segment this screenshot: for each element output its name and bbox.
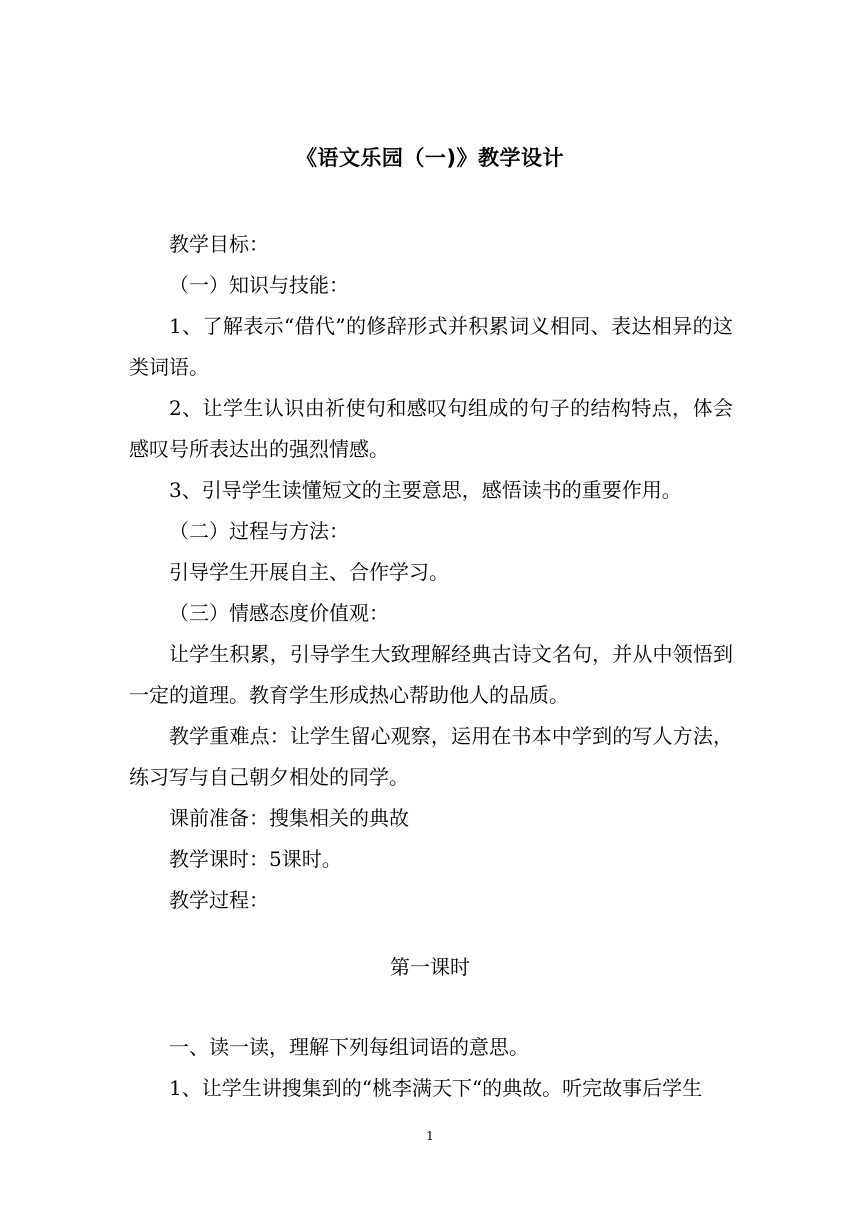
paragraph-process-methods: （二）过程与方法： (169, 519, 349, 543)
document-body (129, 224, 733, 921)
paragraph-goal-3: 3、引导学生读懂短文的主要意思，感悟读书的重要作用。 (169, 478, 682, 502)
paragraph-key-points: 教学重难点：让学生留心观察，运用在书本中学到的写人方法，练习写与自己朝夕相处的同学。 (129, 724, 733, 789)
paragraph-teaching-goals: 教学目标： (169, 232, 269, 256)
document-title: 《语文乐园（一)》教学设计 (295, 146, 565, 170)
paragraph-step-1: 一、读一读，理解下列每组词语的意思。 (169, 1035, 529, 1059)
paragraph-class-hours: 教学课时：5课时。 (169, 847, 342, 871)
paragraph-teaching-process: 教学过程： (169, 888, 269, 912)
page-number: 1 (426, 1129, 434, 1143)
section-heading: 第一课时 (390, 955, 470, 979)
paragraph-process-text: 引导学生开展自主、合作学习。 (169, 560, 449, 584)
paragraph-goal-1: 1、了解表示“借代”的修辞形式并积累词义相同、表达相异的这类词语。 (129, 314, 733, 379)
paragraph-emotion-values: （三）情感态度价值观： (169, 601, 389, 625)
section-body (129, 1027, 733, 1109)
paragraph-step-1-detail: 1、让学生讲搜集到的“桃李满天下“的典故。听完故事后学生 (169, 1076, 703, 1100)
paragraph-emotion-text: 让学生积累，引导学生大致理解经典古诗文名句，并从中领悟到一定的道理。教育学生形成热心帮助他人的品质。 (129, 642, 733, 707)
paragraph-knowledge-skills: （一）知识与技能： (169, 273, 349, 297)
paragraph-goal-2: 2、让学生认识由祈使句和感叹句组成的句子的结构特点，体会感叹号所表达出的强烈情感。 (129, 396, 733, 461)
paragraph-preparation: 课前准备：搜集相关的典故 (169, 806, 409, 830)
